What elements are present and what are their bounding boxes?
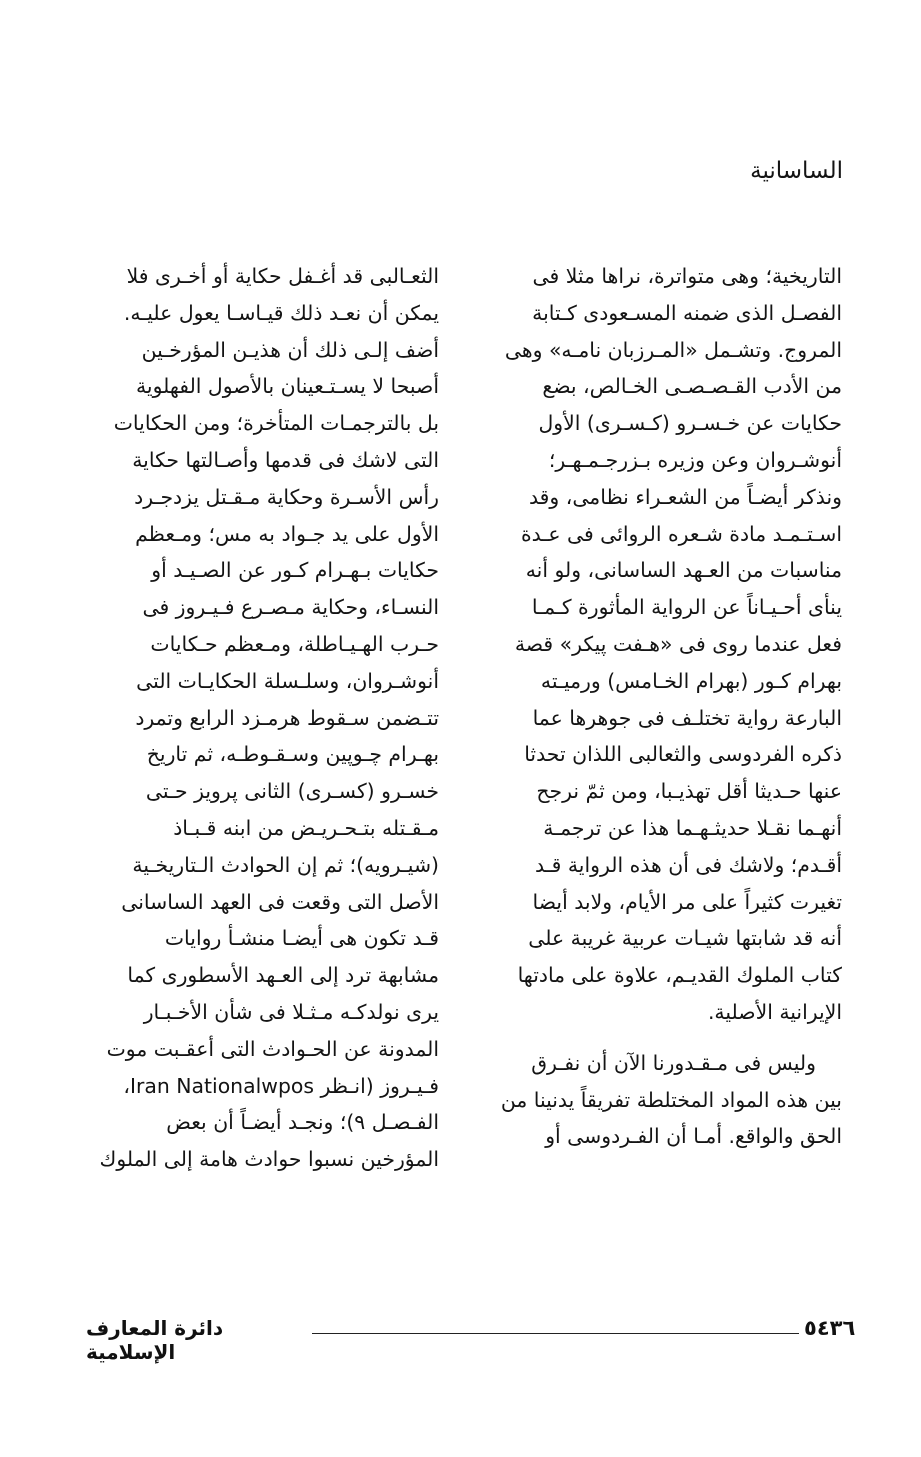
text-line: التى لاشك فى قدمها وأصـالتها حكاية xyxy=(132,447,439,472)
text-line: بهرام كـور (بهرام الخـامس) ورميـته xyxy=(540,668,842,693)
right-column xyxy=(490,258,842,1155)
paragraph-spacer xyxy=(490,1031,842,1045)
text-line: التاريخية؛ وهى متواترة، نراها مثلا فى xyxy=(532,264,842,288)
text-line: الثعـالبى قد أغـفل حكاية أو أخـرى فلا xyxy=(126,264,439,288)
text-line: أصبحا لا يسـتـعينان بالأصول الفهلوية xyxy=(135,374,439,399)
text-line: حكايات عن خـسـرو (كـسـرى) الأول xyxy=(538,411,842,436)
paragraph xyxy=(87,258,439,1178)
text-line: خسـرو (كسـرى) الثانى پرويز حـتى xyxy=(145,779,439,804)
paragraph xyxy=(490,258,842,1031)
text-line: يرى نولدكـه مـثـلا فى شأن الأخـبـار xyxy=(143,999,439,1024)
footer-encyclopedia-title: دائرة المعارف الإسلامية xyxy=(86,1316,224,1364)
text-line: الأول على يد جـواد به مس؛ ومـعظم xyxy=(135,521,439,546)
text-line: قـد تكون هى أيضـا منشـأ روايات xyxy=(164,926,439,951)
left-column xyxy=(87,258,439,1178)
text-line: بل بالترجمـات المتأخرة؛ ومن الحكايات xyxy=(113,411,439,436)
text-line: البارعة رواية تختلـف فى جوهرها عما xyxy=(532,705,842,730)
text-line: الفـصـل ٩)؛ ونجـد أيضـاً أن بعض xyxy=(166,1110,439,1135)
text-line: مناسبات من العـهد الساسانى، ولو أنه xyxy=(525,558,842,583)
text-line: عنها حـديثا أقل تهذيـبا، ومن ثمّ نرجح xyxy=(536,779,842,804)
text-line: أنه قد شابتها شيـات عربية غريبة على xyxy=(528,926,842,951)
text-line: تتـضمن سـقوط هرمـزد الرابع وتمرد xyxy=(135,705,439,730)
text-line: مشابهة ترد إلى العـهد الأسطورى كما xyxy=(127,963,439,988)
text-line: رأس الأسـرة وحكاية مـقـتل يزدجـرد xyxy=(134,484,439,509)
text-line: أنهـما نقـلا حديثـهـما هذا عن ترجمـة xyxy=(543,815,842,840)
text-line: بين هذه المواد المختلطة تفريقاً يدنينا من xyxy=(500,1087,842,1112)
text-line: أنوشـروان وعن وزيره بـزرجـمـهـر؛ xyxy=(548,447,842,472)
text-line: أضف إلـى ذلك أن هذيـن المؤرخـين xyxy=(141,337,439,362)
text-line: حـرب الهـيـاطلة، ومـعظم حـكايات xyxy=(150,631,439,656)
footer-rule xyxy=(312,1333,799,1334)
text-line: يمكن أن نعـد ذلك قيـاسـا يعول عليـه. xyxy=(123,300,439,325)
text-line: اسـتـمـد مادة شـعره الروائى فى عـدة xyxy=(520,521,842,546)
text-line: من الأدب القـصـصـى الخـالص، بضع xyxy=(542,374,842,399)
text-line: المروج. وتشـمل «المـرزبان نامـه» وهى xyxy=(504,337,842,362)
text-line: تغيرت كثيراً على مر الأيام، ولابد أيضا xyxy=(532,889,842,914)
text-line: الحق والواقع. أمـا أن الفـردوسى أو xyxy=(545,1124,842,1149)
footer-page-number: ٥٤٣٦ xyxy=(804,1316,856,1340)
text-line: فعل عندما روى فى «هـفت پيكر» قصة xyxy=(514,631,842,656)
text-line: حكايات بـهـرام كـور عن الصـيـد أو xyxy=(151,558,439,583)
text-line: المدونة عن الحـوادث التى أعقـبت موت xyxy=(106,1036,439,1061)
text-line: ونذكر أيضـاً من الشعـراء نظامى، وقد xyxy=(528,484,842,509)
text-line: الأصل التى وقعت فى العهد الساسانى xyxy=(121,889,439,914)
text-line: ذكره الفردوسى والثعالبى اللذان تحدثا xyxy=(524,742,842,767)
text-line: كتاب الملوك القديـم، علاوة على مادتها xyxy=(517,963,842,988)
text-line: بهـرام چـوپين وسـقـوطـه، ثم تاريخ xyxy=(146,742,439,767)
text-line: أقـدم؛ ولاشك فى أن هذه الرواية قـد xyxy=(534,852,842,877)
text-line: المؤرخين نسبوا حوادث هامة إلى الملوك xyxy=(99,1147,439,1172)
text-line: الإيرانية الأصلية. xyxy=(707,999,842,1024)
text-line: ينأى أحـيـاناً عن الرواية المأثورة كـمـا xyxy=(531,595,842,620)
text-line: فـيـروز (انـظر Iran Nationalwpos، xyxy=(123,1073,439,1098)
running-header: الساسانية xyxy=(750,158,843,184)
text-line: (شيـرويه)؛ ثم إن الحوادث الـتاريخـية xyxy=(132,852,439,877)
text-line: النسـاء، وحكاية مـصـرع فـيـروز فى xyxy=(142,595,439,620)
text-line: وليس فى مـقـدورنا الآن أن نفـرق xyxy=(531,1050,816,1075)
paragraph xyxy=(490,1045,842,1155)
text-line: الفصـل الذى ضمنه المسـعودى كـتابة xyxy=(532,300,842,325)
text-line: مـقـتله بتـحـريـض من ابنه قـبـاذ xyxy=(173,815,439,840)
text-line: أنوشـروان، وسلـسلة الحكايـات التى xyxy=(136,668,439,693)
